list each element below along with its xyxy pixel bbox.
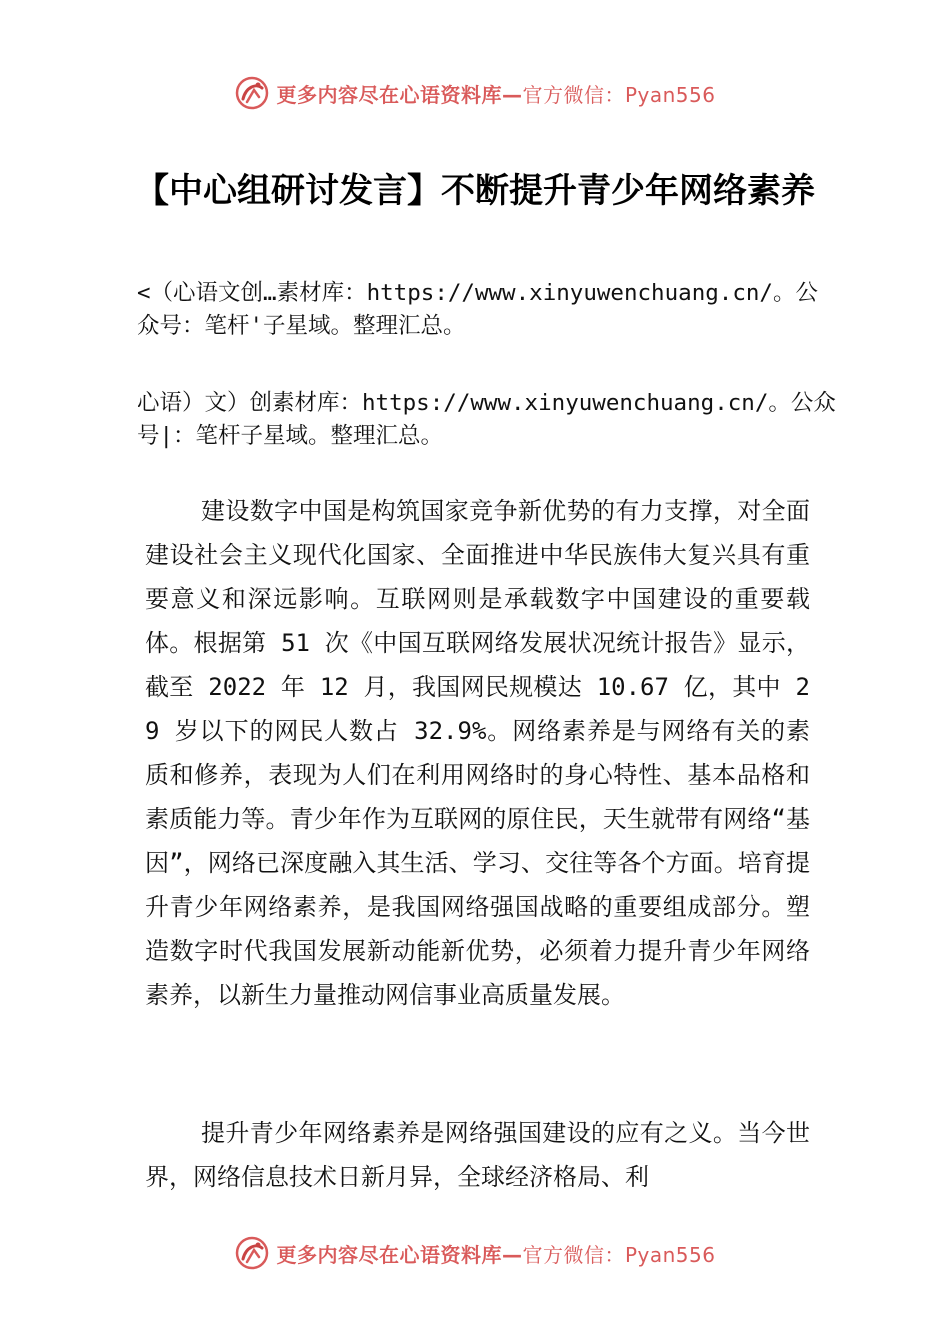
body-paragraph-1: 建设数字中国是构筑国家竞争新优势的有力支撑，对全面建设社会主义现代化国家、全面推进中华民族伟大复兴具有重要意义和深远影响。互联网则是承载数字中国建设的重要载体。根据第 51 次《中国互联网络发展状况统计报告》显示，截至 2022 年 12 月，我国网民规模达 10.67 亿，其中 29 岁以下的网民人数占 32.9%。网络素养是与网络有关的素质和修养，表现为人们在利用网络时的身心特性、基本品格和素质能力等。青少年作为互联网的原住民，天生就带有网络“基因”，网络已深度融入其生活、学习、交往等各个方面。培育提升青少年网络素养，是我国网络强国战略的重要组成部分。塑造数字时代我国发展新动能新优势，必须着力提升青少年网络素养，以新生力量推动网信事业高质量发展。 [145,497,810,1009]
banner-text: 更多内容尽在心语资料库— [276,1242,523,1267]
source-note-2: 心语）文）创素材库：https://www.xinyuwenchuang.cn/。公众号|：笔杆子星域。整理汇总。 [137,390,836,449]
banner-wechat: 官方微信：Pyan556 [522,82,716,107]
banner-text: 更多内容尽在心语资料库— [276,82,523,107]
xinyu-logo-icon [234,1235,270,1271]
banner-wechat: 官方微信：Pyan556 [522,1242,716,1267]
footer-banner [0,1233,950,1273]
source-note-1: <（心语文创…素材库：https://www.xinyuwenchuang.cn/。公众号：笔杆'子星域。整理汇总。 [137,280,818,339]
body-paragraph-2: 提升青少年网络素养是网络强国建设的应有之义。当今世界，网络信息技术日新月异，全球经济格局、利 [145,1119,810,1191]
xinyu-logo-icon [234,75,270,111]
page-title: 【中心组研讨发言】不断提升青少年网络素养 [135,171,815,211]
header-banner [0,73,950,113]
